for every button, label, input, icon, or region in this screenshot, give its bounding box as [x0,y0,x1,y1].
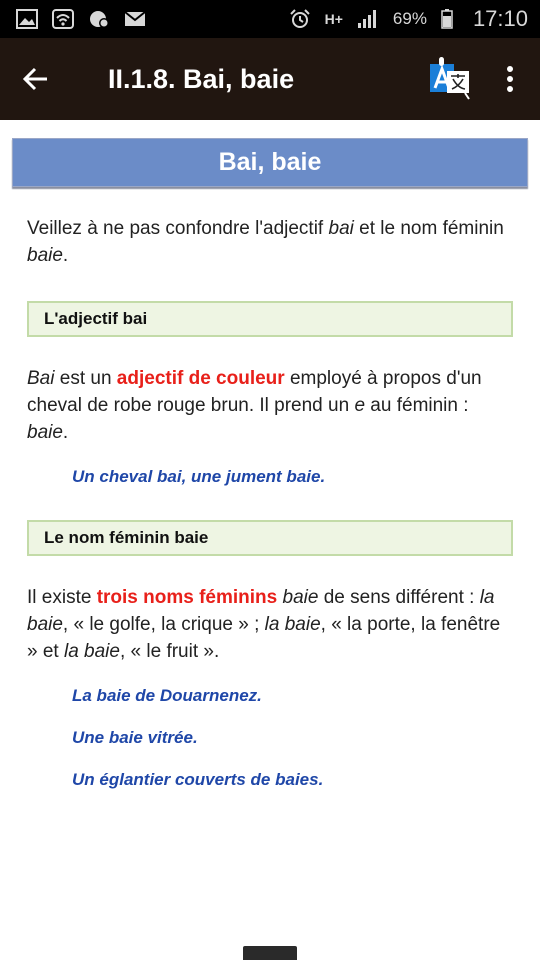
status-bar-left [16,9,146,29]
status-bar [0,0,540,38]
article-header: Bai, baie [12,138,528,187]
example-text: La baie de Douarnenez. [72,686,262,705]
back-arrow-icon [23,66,49,92]
clock: 17:10 [472,6,528,31]
data-saver-icon [88,9,110,29]
overflow-menu-button[interactable] [480,38,540,120]
example-text: Une baie vitrée. [72,728,198,747]
highlight-text: trois noms féminins [96,587,278,608]
battery-icon [441,9,453,29]
signal-icon [357,9,379,29]
article-content[interactable] [0,120,540,960]
adjective-paragraph: Bai est un adjectif de couleur employé à propos d'un cheval de robe rouge brun. Il prend un e au féminin : baie. [27,368,482,443]
page-title: II.1.8. Bai, baie [108,63,295,94]
example-text: Un églantier couverts de baies. [72,770,324,789]
alarm-icon [289,9,311,29]
section-heading-noun: Le nom féminin baie [27,520,513,556]
highlight-text: adjectif de couleur [116,368,285,389]
image-icon [16,9,38,29]
example-text: Un cheval bai, une jument baie. [72,467,326,486]
section-heading-adjective: L'adjectif bai [27,301,513,337]
nav-handle [243,946,297,960]
translate-button[interactable] [420,38,480,120]
wifi-icon [52,9,74,29]
intro-paragraph: Veillez à ne pas confondre l'adjectif bai et le nom féminin baie. [27,218,504,266]
network-type-label: H+ [324,11,343,27]
noun-paragraph: Il existe trois noms féminins baie de sens différent : la baie, « le golfe, la crique » ; la baie, « la porte, la fenêtre » et la baie, « le fruit ». [27,587,501,662]
back-button[interactable] [0,38,72,120]
translate-icon [429,57,471,101]
status-bar-right [289,6,528,32]
battery-percent: 69% [392,9,427,28]
app-bar [0,38,540,120]
mail-icon [124,9,146,29]
more-vertical-icon [506,66,514,92]
